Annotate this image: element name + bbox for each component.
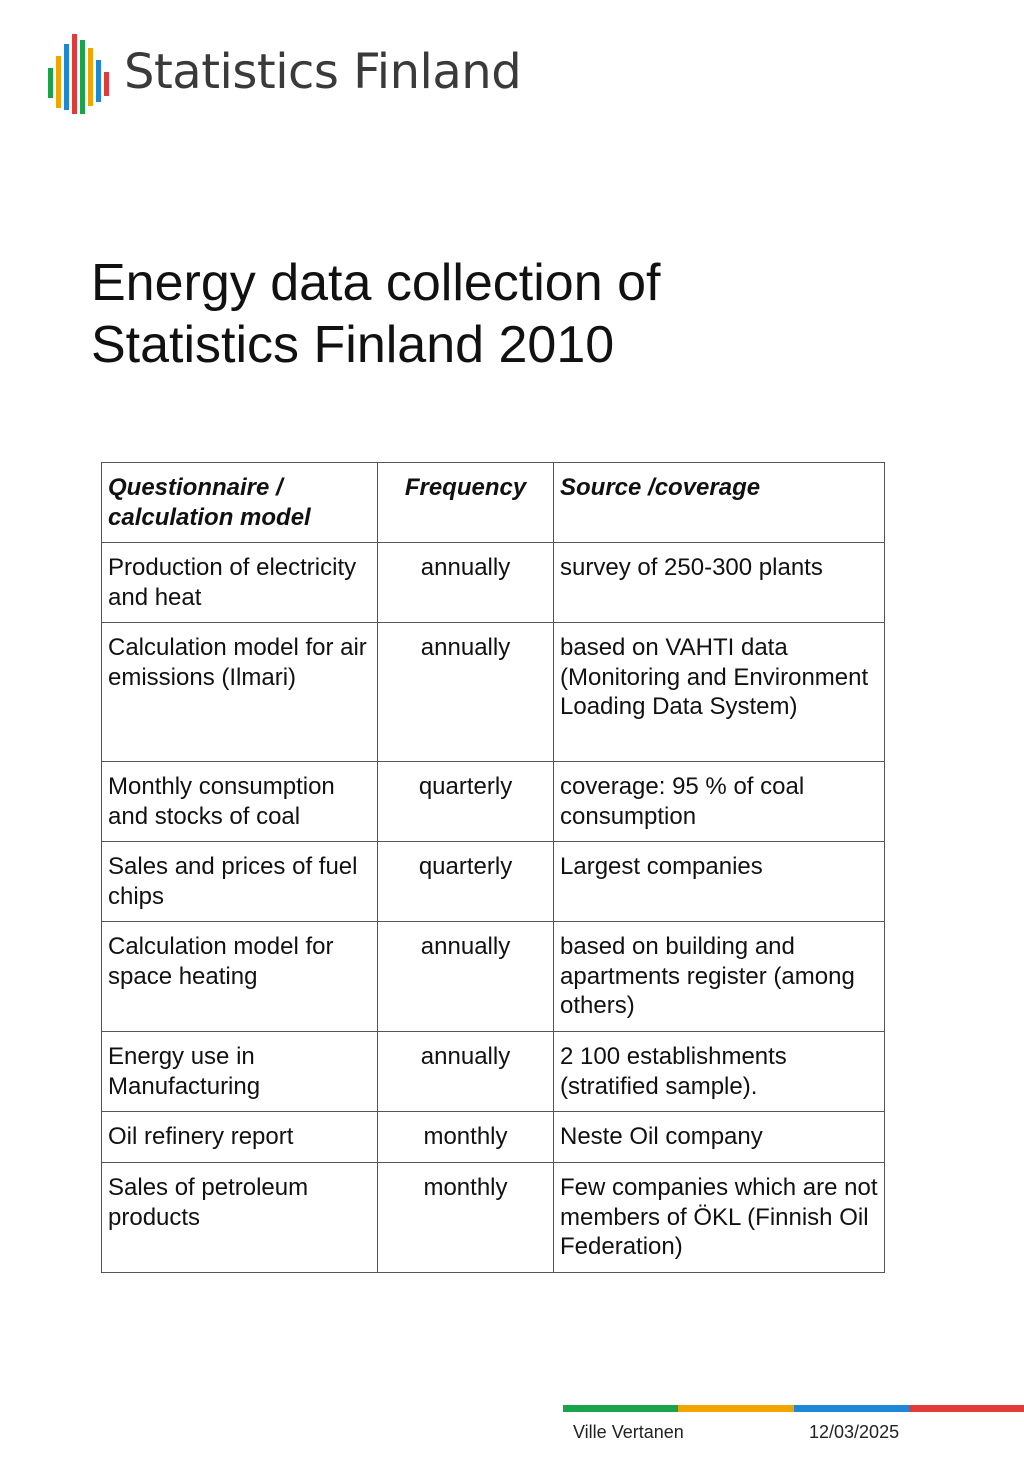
logo-wordmark: Statistics Finland (124, 44, 522, 100)
table-row (102, 623, 885, 762)
cell-model: Calculation model for air emissions (Ilmari) (102, 623, 378, 762)
logo-bar (104, 72, 109, 96)
cell-source: based on building and apartments register (among others) (554, 922, 885, 1032)
cell-source: coverage: 95 % of coal consumption (554, 762, 885, 842)
table-row (102, 922, 885, 1032)
logo-bar (88, 48, 93, 106)
logo-bar (80, 40, 85, 114)
footer-bar-green (563, 1405, 678, 1412)
cell-source: Few companies which are not members of ÖKL (Finnish Oil Federation) (554, 1163, 885, 1273)
cell-model: Sales and prices of fuel chips (102, 842, 378, 922)
statistics-finland-bars-logo-icon (44, 30, 114, 120)
footer-color-bar (563, 1405, 1024, 1412)
logo-bar (72, 34, 77, 114)
table-row (102, 1163, 885, 1273)
table-row (102, 543, 885, 623)
cell-model: Monthly consumption and stocks of coal (102, 762, 378, 842)
cell-frequency: quarterly (378, 762, 554, 842)
cell-frequency: monthly (378, 1163, 554, 1273)
footer-bar-blue (794, 1405, 909, 1412)
footer-bar-red (909, 1405, 1024, 1412)
cell-source: 2 100 establishments (stratified sample). (554, 1032, 885, 1112)
table-row (102, 1032, 885, 1112)
cell-frequency: monthly (378, 1112, 554, 1163)
page-title-line-2: Statistics Finland 2010 (91, 316, 615, 374)
cell-model: Sales of petroleum products (102, 1163, 378, 1273)
cell-model: Energy use in Manufacturing (102, 1032, 378, 1112)
footer-author: Ville Vertanen (573, 1422, 684, 1442)
cell-source: Largest companies (554, 842, 885, 922)
footer-date: 12/03/2025 (809, 1422, 900, 1442)
cell-frequency: annually (378, 543, 554, 623)
footer-bar-orange (678, 1405, 793, 1412)
cell-frequency: annually (378, 1032, 554, 1112)
cell-model: Oil refinery report (102, 1112, 378, 1163)
table-header-row (102, 463, 885, 543)
header-questionnaire: Questionnaire / calculation model (102, 463, 378, 543)
header-source: Source /coverage (554, 463, 885, 543)
table-row (102, 842, 885, 922)
cell-model: Production of electricity and heat (102, 543, 378, 623)
page-title-line-1: Energy data collection of (91, 254, 661, 312)
energy-data-table (101, 462, 885, 1273)
header-frequency: Frequency (378, 463, 554, 543)
table-row (102, 1112, 885, 1163)
cell-source: survey of 250-300 plants (554, 543, 885, 623)
logo-bar (56, 56, 61, 108)
logo-bar (64, 44, 69, 110)
page-title (91, 252, 891, 376)
cell-frequency: quarterly (378, 842, 554, 922)
statistics-finland-logo (44, 30, 524, 120)
cell-frequency: annually (378, 922, 554, 1032)
cell-model: Calculation model for space heating (102, 922, 378, 1032)
logo-bar (96, 60, 101, 102)
cell-frequency: annually (378, 623, 554, 762)
cell-source: based on VAHTI data (Monitoring and Environment Loading Data System) (554, 623, 885, 762)
cell-source: Neste Oil company (554, 1112, 885, 1163)
table-row (102, 762, 885, 842)
logo-bar (48, 68, 53, 98)
